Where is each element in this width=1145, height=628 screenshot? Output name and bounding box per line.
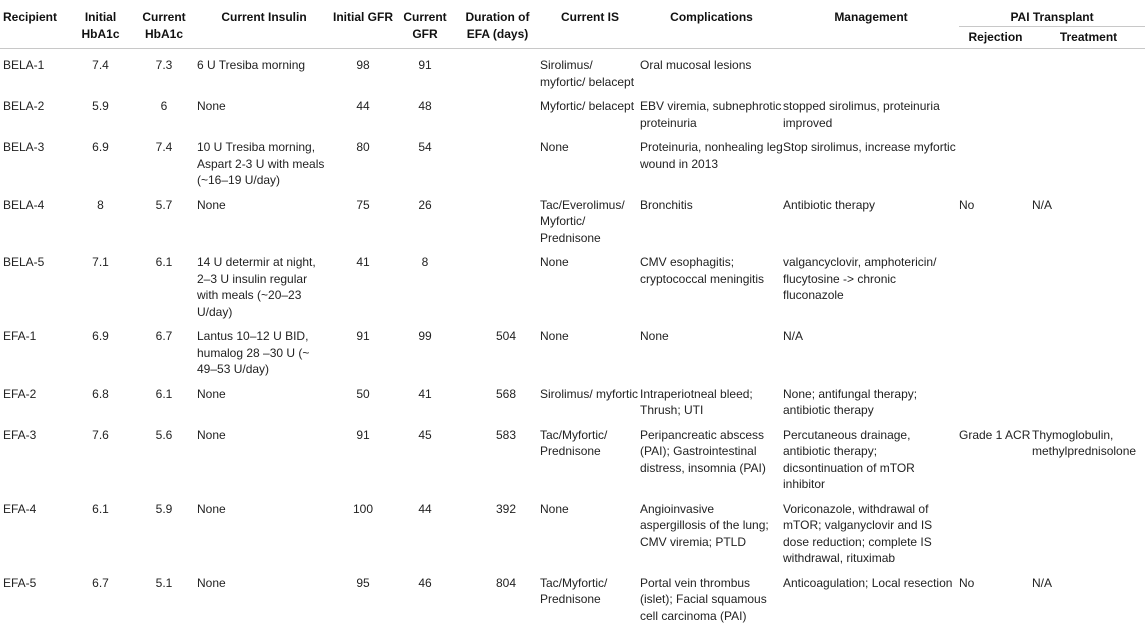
cell-management: None; antifungal therapy; antibiotic therapy: [783, 378, 959, 419]
cell-recipient: EFA-2: [0, 378, 70, 419]
cell-current-insulin: 14 U determir at night, 2–3 U insulin regular with meals (~20–23 U/day): [197, 246, 331, 320]
cell-initial-gfr: 50: [331, 378, 395, 419]
cell-current-is: None: [540, 131, 640, 189]
cell-recipient: BELA-1: [0, 49, 70, 91]
cell-current-gfr: 48: [395, 90, 455, 131]
cell-current-is: Myfortic/ belacept: [540, 90, 640, 131]
cell-duration-efa: 392: [455, 493, 540, 567]
header-current-gfr: Current GFR: [395, 0, 455, 49]
cell-complications: EBV viremia, subnephrotic proteinuria: [640, 90, 783, 131]
table-row: [0, 378, 1145, 419]
cell-complications: Oral mucosal lesions: [640, 49, 783, 91]
cell-rejection: [959, 493, 1032, 567]
cell-management: Anticoagulation; Local resection: [783, 567, 959, 628]
cell-management: Stop sirolimus, increase myfortic: [783, 131, 959, 189]
cell-initial-hba1c: 5.9: [70, 90, 131, 131]
cell-current-hba1c: 6.1: [131, 378, 197, 419]
cell-initial-gfr: 41: [331, 246, 395, 320]
cell-duration-efa: 583: [455, 419, 540, 493]
cell-current-hba1c: 5.6: [131, 419, 197, 493]
cell-current-gfr: 26: [395, 189, 455, 247]
cell-current-insulin: None: [197, 90, 331, 131]
cell-rejection: [959, 90, 1032, 131]
cell-current-hba1c: 6: [131, 90, 197, 131]
cell-current-insulin: Lantus 10–12 U BID, humalog 28 –30 U (~ 49–53 U/day): [197, 320, 331, 378]
cell-rejection: [959, 246, 1032, 320]
header-current-hba1c: Current HbA1c: [131, 0, 197, 49]
cell-complications: Peripancreatic abscess (PAI); Gastrointestinal distress, insomnia (PAI): [640, 419, 783, 493]
cell-current-gfr: 8: [395, 246, 455, 320]
cell-treatment: N/A: [1032, 567, 1145, 628]
cell-initial-gfr: 75: [331, 189, 395, 247]
table-row: [0, 419, 1145, 493]
cell-initial-gfr: 95: [331, 567, 395, 628]
cell-recipient: EFA-5: [0, 567, 70, 628]
cell-treatment: [1032, 49, 1145, 91]
cell-recipient: BELA-4: [0, 189, 70, 247]
cell-complications: CMV esophagitis; cryptococcal meningitis: [640, 246, 783, 320]
cell-complications: Portal vein thrombus (islet); Facial squamous cell carcinoma (PAI): [640, 567, 783, 628]
cell-duration-efa: [455, 131, 540, 189]
cell-initial-hba1c: 6.7: [70, 567, 131, 628]
cell-current-hba1c: 7.4: [131, 131, 197, 189]
table-row: [0, 493, 1145, 567]
cell-initial-hba1c: 6.9: [70, 131, 131, 189]
cell-recipient: EFA-1: [0, 320, 70, 378]
cell-recipient: EFA-3: [0, 419, 70, 493]
header-duration-efa: Duration of EFA (days): [455, 0, 540, 49]
cell-current-insulin: None: [197, 419, 331, 493]
cell-initial-gfr: 91: [331, 419, 395, 493]
cell-duration-efa: [455, 189, 540, 247]
cell-current-hba1c: 6.1: [131, 246, 197, 320]
cell-initial-hba1c: 7.4: [70, 49, 131, 91]
cell-current-gfr: 54: [395, 131, 455, 189]
header-complications: Complications: [640, 0, 783, 49]
header-treatment: Treatment: [1032, 26, 1145, 49]
cell-current-is: None: [540, 320, 640, 378]
cell-duration-efa: 504: [455, 320, 540, 378]
header-current-is: Current IS: [540, 0, 640, 49]
cell-initial-gfr: 98: [331, 49, 395, 91]
cell-duration-efa: [455, 90, 540, 131]
cell-initial-hba1c: 6.1: [70, 493, 131, 567]
cell-rejection: [959, 49, 1032, 91]
header-initial-hba1c: Initial HbA1c: [70, 0, 131, 49]
cell-current-is: None: [540, 246, 640, 320]
cell-current-hba1c: 5.9: [131, 493, 197, 567]
cell-treatment: [1032, 378, 1145, 419]
cell-current-gfr: 99: [395, 320, 455, 378]
cell-complications: Proteinuria, nonhealing leg wound in 2013: [640, 131, 783, 189]
table-row: [0, 567, 1145, 628]
cell-current-gfr: 41: [395, 378, 455, 419]
cell-duration-efa: 804: [455, 567, 540, 628]
cell-management: [783, 49, 959, 91]
cell-current-insulin: 10 U Tresiba morning, Aspart 2-3 U with meals (~16–19 U/day): [197, 131, 331, 189]
cell-initial-hba1c: 7.1: [70, 246, 131, 320]
cell-treatment: [1032, 90, 1145, 131]
cell-current-gfr: 45: [395, 419, 455, 493]
cell-current-is: Tac/Everolimus/ Myfortic/ Prednisone: [540, 189, 640, 247]
cell-current-hba1c: 5.7: [131, 189, 197, 247]
cell-complications: Bronchitis: [640, 189, 783, 247]
table-row: [0, 246, 1145, 320]
cell-current-is: None: [540, 493, 640, 567]
cell-current-is: Tac/Myfortic/ Prednisone: [540, 567, 640, 628]
cell-management: Antibiotic therapy: [783, 189, 959, 247]
cell-current-is: Sirolimus/ myfortic: [540, 378, 640, 419]
header-initial-gfr: Initial GFR: [331, 0, 395, 49]
table-body: [0, 49, 1145, 628]
cell-management: Voriconazole, withdrawal of mTOR; valganyclovir and IS dose reduction; complete IS withdrawal, rituximab: [783, 493, 959, 567]
cell-current-gfr: 44: [395, 493, 455, 567]
cell-treatment: [1032, 320, 1145, 378]
cell-current-is: Tac/Myfortic/ Prednisone: [540, 419, 640, 493]
cell-treatment: [1032, 131, 1145, 189]
cell-initial-gfr: 80: [331, 131, 395, 189]
cell-rejection: [959, 378, 1032, 419]
cell-management: valgancyclovir, amphotericin/ flucytosine -> chronic fluconazole: [783, 246, 959, 320]
cell-initial-gfr: 44: [331, 90, 395, 131]
cell-initial-hba1c: 6.9: [70, 320, 131, 378]
cell-management: stopped sirolimus, proteinuria improved: [783, 90, 959, 131]
cell-treatment: N/A: [1032, 189, 1145, 247]
cell-treatment: [1032, 493, 1145, 567]
cell-current-is: Sirolimus/ myfortic/ belacept: [540, 49, 640, 91]
header-management: Management: [783, 0, 959, 49]
cell-treatment: [1032, 246, 1145, 320]
cell-rejection: No: [959, 189, 1032, 247]
cell-recipient: BELA-3: [0, 131, 70, 189]
cell-complications: None: [640, 320, 783, 378]
cell-complications: Angioinvasive aspergillosis of the lung; CMV viremia; PTLD: [640, 493, 783, 567]
cell-duration-efa: [455, 246, 540, 320]
cell-current-insulin: 6 U Tresiba morning: [197, 49, 331, 91]
cell-initial-hba1c: 8: [70, 189, 131, 247]
cell-treatment: Thymoglobulin, methylprednisolone: [1032, 419, 1145, 493]
table-row: [0, 90, 1145, 131]
cell-rejection: [959, 131, 1032, 189]
header-recipient: Recipient: [0, 0, 70, 49]
cell-complications: Intraperiotneal bleed; Thrush; UTI: [640, 378, 783, 419]
cell-duration-efa: [455, 49, 540, 91]
cell-rejection: No: [959, 567, 1032, 628]
cell-current-gfr: 91: [395, 49, 455, 91]
cell-rejection: [959, 320, 1032, 378]
table-row: [0, 189, 1145, 247]
table-row: [0, 131, 1145, 189]
cell-initial-hba1c: 6.8: [70, 378, 131, 419]
cell-recipient: EFA-4: [0, 493, 70, 567]
cell-recipient: BELA-5: [0, 246, 70, 320]
cell-current-insulin: None: [197, 493, 331, 567]
cell-duration-efa: 568: [455, 378, 540, 419]
cell-current-hba1c: 5.1: [131, 567, 197, 628]
cell-current-hba1c: 6.7: [131, 320, 197, 378]
cell-current-insulin: None: [197, 567, 331, 628]
cell-recipient: BELA-2: [0, 90, 70, 131]
cell-rejection: Grade 1 ACR: [959, 419, 1032, 493]
header-current-insulin: Current Insulin: [197, 0, 331, 49]
cell-current-insulin: None: [197, 189, 331, 247]
cell-initial-hba1c: 7.6: [70, 419, 131, 493]
cell-management: Percutaneous drainage, antibiotic therapy; dicsontinuation of mTOR inhibitor: [783, 419, 959, 493]
header-rejection: Rejection: [959, 26, 1032, 49]
header-pai-transplant: PAI Transplant: [959, 0, 1145, 26]
cell-current-hba1c: 7.3: [131, 49, 197, 91]
cell-initial-gfr: 100: [331, 493, 395, 567]
cell-initial-gfr: 91: [331, 320, 395, 378]
cell-current-insulin: None: [197, 378, 331, 419]
cell-current-gfr: 46: [395, 567, 455, 628]
table-row: [0, 49, 1145, 91]
table-row: [0, 320, 1145, 378]
cell-management: N/A: [783, 320, 959, 378]
